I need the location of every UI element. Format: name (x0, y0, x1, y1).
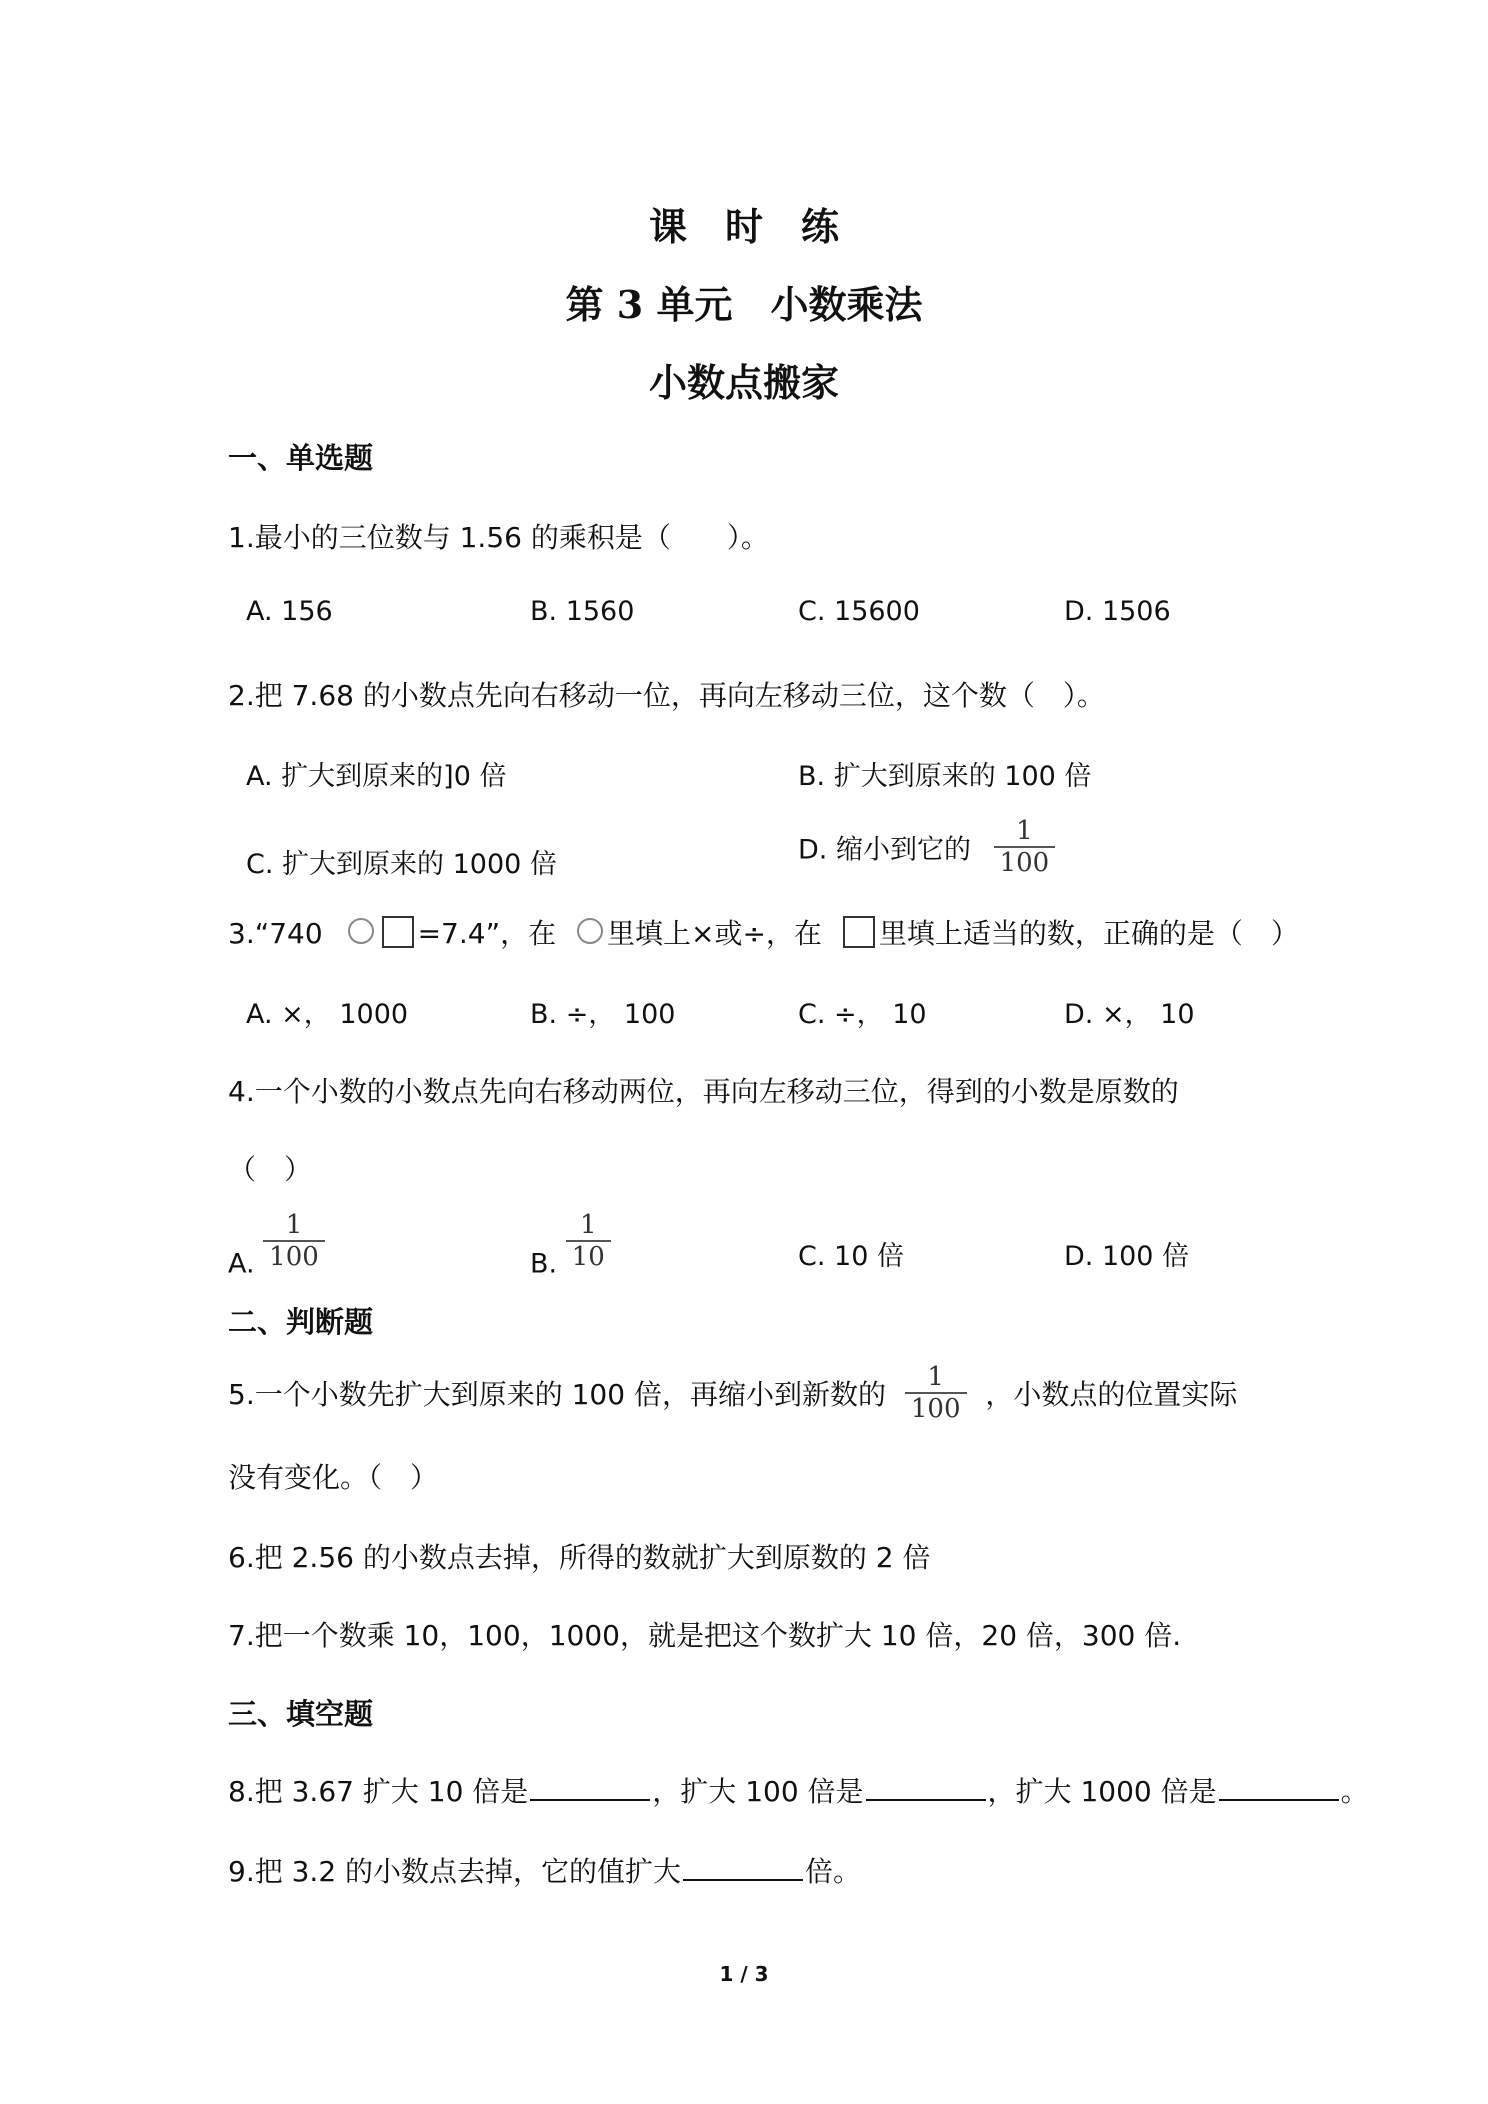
q1-option-a: A. 156 (246, 596, 333, 627)
fraction-numerator: 1 (579, 1210, 597, 1240)
q3-part-1: 3.“740 (228, 917, 323, 950)
page-number: 1 / 3 (719, 1962, 769, 1986)
question-2: 2.把 7.68 的小数点先向右移动一位，再向左移动三位，这个数（ ）。 (228, 679, 1105, 712)
fraction-denominator: 10 (566, 1240, 611, 1270)
unit-title: 第 3 单元 小数乘法 (565, 282, 923, 327)
q4-option-c: C. 10 倍 (798, 1241, 904, 1272)
q4-option-d: D. 100 倍 (1064, 1241, 1190, 1272)
q5-part-1: 5.一个小数先扩大到原来的 100 倍，再缩小到新数的 (228, 1378, 886, 1411)
q8-part-4: 。 (1340, 1775, 1369, 1808)
answer-blank[interactable] (683, 1857, 803, 1881)
square-icon (843, 916, 875, 948)
q9-part-1: 9.把 3.2 的小数点去掉，它的值扩大 (228, 1855, 682, 1888)
q8-part-3: ，扩大 1000 倍是 (987, 1775, 1217, 1808)
q2-option-d-label: D. 缩小到它的 (798, 834, 971, 866)
section-single-choice: 一、单选题 (228, 441, 374, 475)
question-8 (228, 1770, 1369, 1810)
question-4-line-2: （ ） (228, 1153, 313, 1186)
q3-option-d: D. ×， 10 (1064, 999, 1195, 1030)
circle-icon (577, 918, 603, 944)
question-1: 1.最小的三位数与 1.56 的乘积是（ ）。 (228, 521, 769, 554)
section-fill-in: 三、填空题 (228, 1697, 374, 1731)
fraction-one-tenth (566, 1212, 611, 1270)
fraction-one-hundredth (263, 1212, 325, 1270)
q3-part-3: 里填上×或÷，在 (606, 917, 822, 950)
q3-part-2: =7.4”，在 (417, 917, 557, 950)
q1-option-c: C. 15600 (798, 596, 920, 627)
answer-blank[interactable] (530, 1777, 650, 1801)
circle-icon (348, 918, 374, 944)
answer-blank[interactable] (866, 1777, 986, 1801)
fraction-one-hundredth (994, 818, 1056, 876)
q2-option-d (798, 818, 1055, 876)
q1-option-d: D. 1506 (1064, 596, 1171, 627)
section-true-false: 二、判断题 (228, 1305, 374, 1339)
q4-option-a-label: A. (228, 1248, 255, 1280)
q3-option-b: B. ÷， 100 (530, 999, 676, 1030)
q4-option-b (530, 1212, 611, 1280)
question-5-line-2: 没有变化。（ ） (228, 1461, 439, 1494)
lesson-title: 小数点搬家 (648, 360, 839, 405)
answer-blank[interactable] (1219, 1777, 1339, 1801)
q5-part-2: ，小数点的位置实际 (985, 1378, 1238, 1411)
question-6: 6.把 2.56 的小数点去掉，所得的数就扩大到原数的 2 倍 (228, 1541, 931, 1574)
q3-option-c: C. ÷， 10 (798, 999, 927, 1030)
q8-part-1: 8.把 3.67 扩大 10 倍是 (228, 1775, 529, 1808)
q2-option-a: A. 扩大到原来的]0 倍 (246, 761, 507, 792)
fraction-denominator: 100 (263, 1240, 325, 1270)
fraction-denominator: 100 (905, 1392, 967, 1422)
fraction-numerator: 1 (1016, 816, 1033, 846)
q4-option-a (228, 1212, 325, 1280)
q9-part-2: 倍。 (805, 1855, 862, 1888)
q2-option-c: C. 扩大到原来的 1000 倍 (246, 849, 557, 880)
q2-option-b: B. 扩大到原来的 100 倍 (798, 761, 1092, 792)
question-4-line-1: 4.一个小数的小数点先向右移动两位，再向左移动三位，得到的小数是原数的 (228, 1075, 1179, 1108)
q4-option-b-label: B. (530, 1248, 558, 1280)
question-7: 7.把一个数乘 10，100，1000，就是把这个数扩大 10 倍，20 倍，300 倍. (228, 1619, 1182, 1652)
fraction-numerator: 1 (285, 1210, 303, 1240)
page-title: 课 时 练 (648, 204, 839, 249)
fraction-denominator: 100 (994, 846, 1056, 876)
q1-option-b: B. 1560 (530, 596, 635, 627)
question-3 (228, 912, 1299, 954)
q8-part-2: ，扩大 100 倍是 (652, 1775, 864, 1808)
q3-option-a: A. ×， 1000 (246, 999, 409, 1030)
fraction-one-hundredth (905, 1364, 967, 1422)
fraction-numerator: 1 (927, 1362, 944, 1392)
question-9 (228, 1850, 861, 1890)
question-5-line-1 (228, 1364, 1237, 1422)
q3-part-4: 里填上适当的数，正确的是（ ） (878, 917, 1299, 950)
square-icon (382, 916, 414, 948)
